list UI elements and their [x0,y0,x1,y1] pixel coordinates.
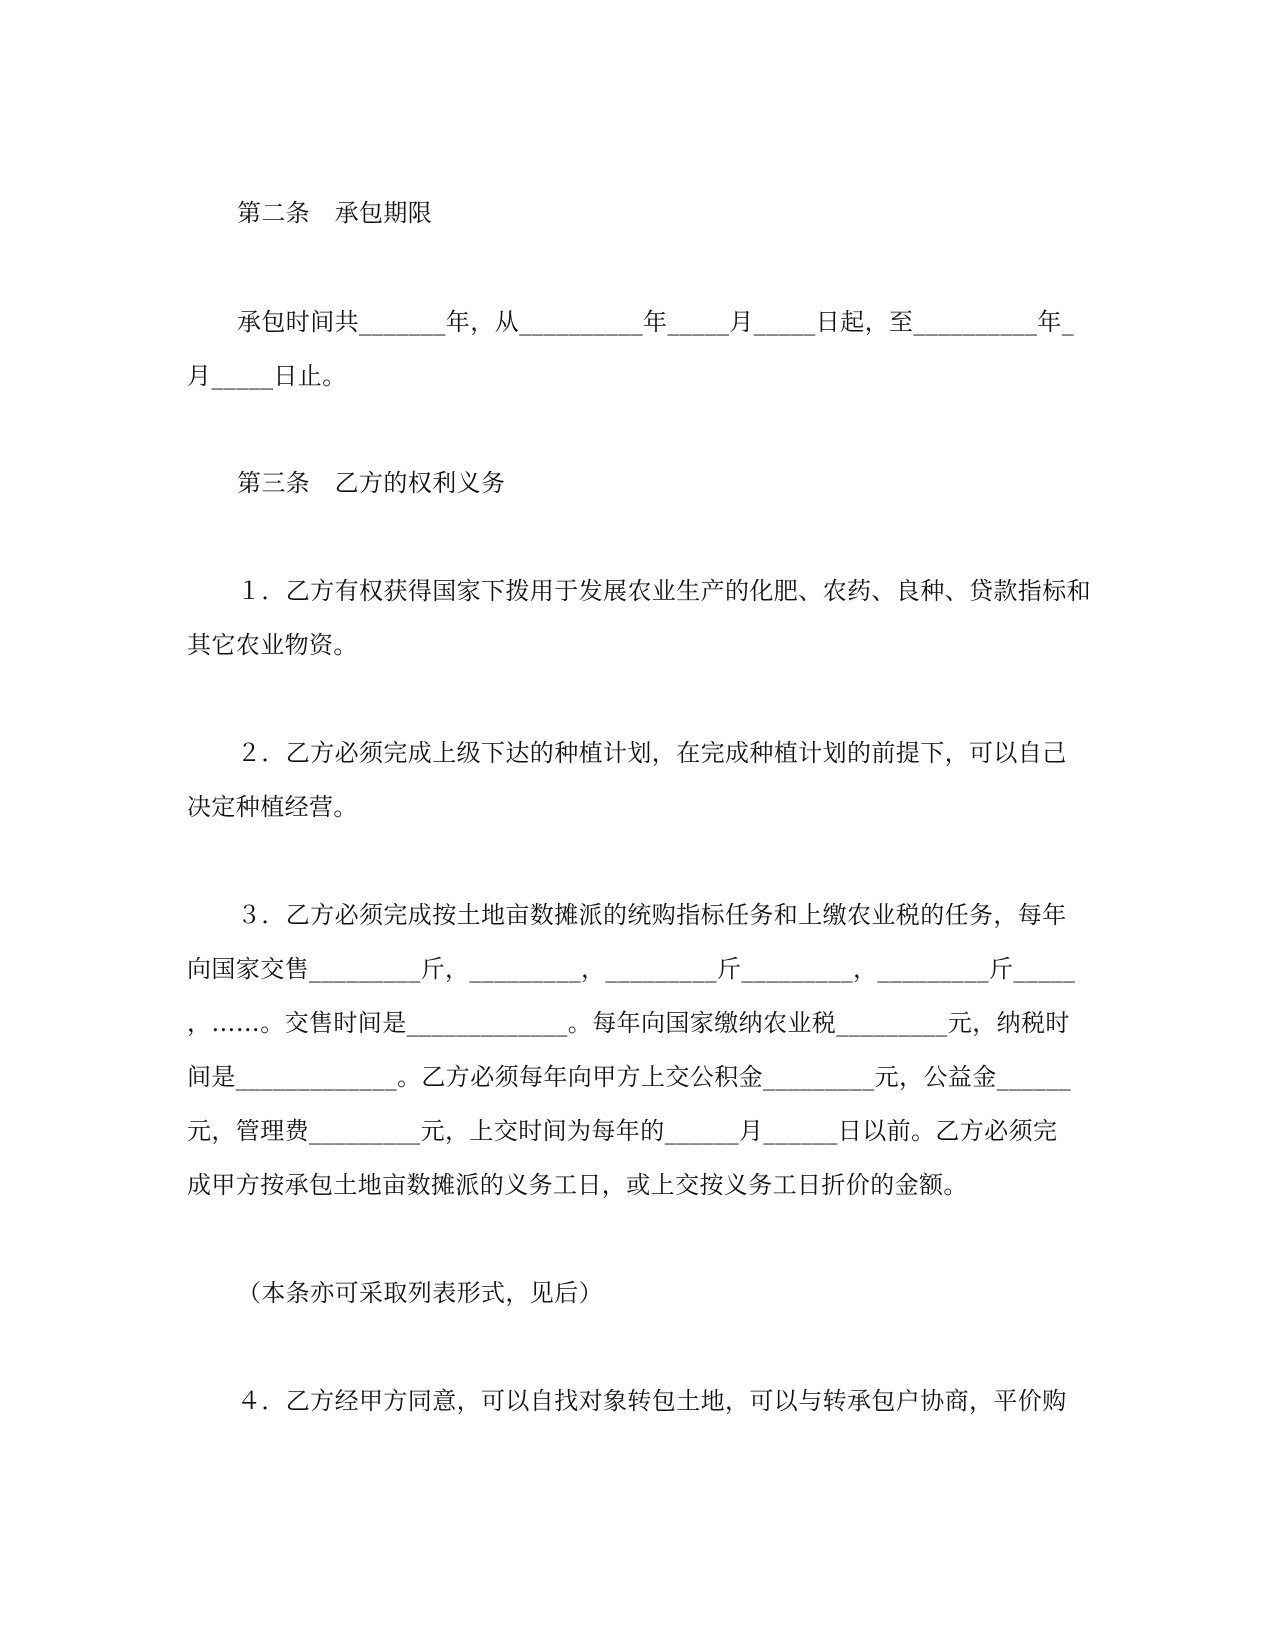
article-3-item-2-line-2: 决定种植经营。 [187,793,358,821]
article-2-term-line-2: 月_____日止。 [187,362,347,390]
article-3-item-4-line-1: ４．乙方经甲方同意，可以自找对象转包土地，可以与转承包户协商，平价购 [237,1387,1067,1415]
article-3-item-3-line-1: ３．乙方必须完成按土地亩数摊派的统购指标任务和上缴农业税的任务，每年 [237,901,1067,929]
article-3-note: （本条亦可采取列表形式，见后） [237,1279,603,1307]
article-2-heading: 第二条 承包期限 [237,199,433,227]
article-3-item-2-line-1: ２．乙方必须完成上级下达的种植计划，在完成种植计划的前提下，可以自己 [237,739,1067,767]
article-3-item-3-line-6: 成甲方按承包土地亩数摊派的义务工日，或上交按义务工日折价的金额。 [187,1171,968,1199]
article-3-item-3-line-3: ，……。交售时间是_____________。每年向国家缴纳农业税_________元，纳税时 [187,1009,1070,1037]
article-3-heading: 第三条 乙方的权利义务 [237,469,506,497]
article-3-item-1-line-1: １．乙方有权获得国家下拨用于发展农业生产的化肥、农药、良种、贷款指标和 [237,577,1091,605]
article-3-item-3-line-2: 向国家交售_________斤，_________，_________斤_________，_________斤_____ [187,955,1076,983]
article-3-item-3-line-5: 元，管理费_________元，上交时间为每年的______月______日以前。乙方必须完 [187,1117,1058,1145]
article-3-item-1-line-2: 其它农业物资。 [187,631,358,659]
article-2-term-line-1: 承包时间共_______年，从__________年_____月_____日起，至__________年_ [237,308,1075,336]
article-3-item-3-line-4: 间是_____________。乙方必须每年向甲方上交公积金_________元，公益金______ [187,1063,1071,1091]
